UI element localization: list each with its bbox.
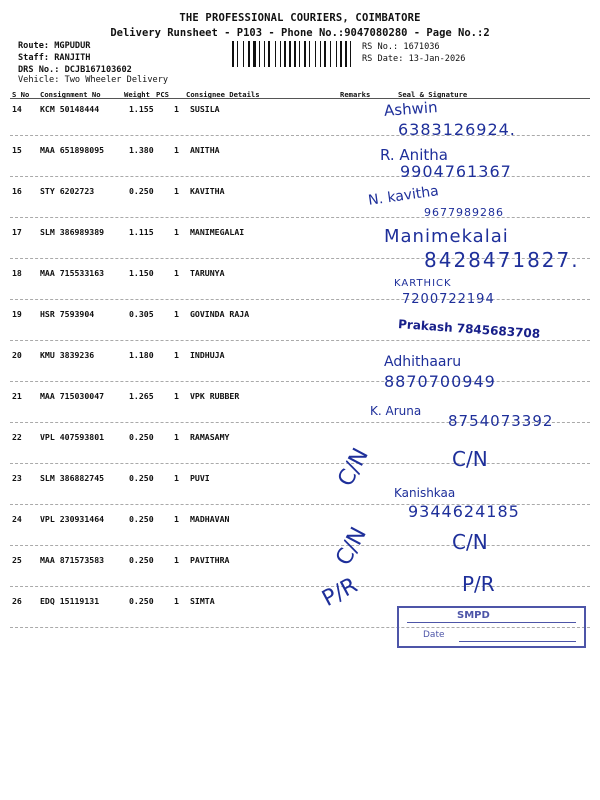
vehicle-label: Vehicle: Two Wheeler Delivery bbox=[18, 75, 169, 85]
barcode-bar bbox=[237, 41, 238, 67]
signature-name: Ashwin bbox=[383, 98, 439, 120]
table-row bbox=[0, 429, 600, 470]
barcode-bar bbox=[245, 41, 247, 67]
row-consignee: MADHAVAN bbox=[190, 514, 230, 524]
barcode-bar bbox=[324, 41, 326, 67]
barcode-bar bbox=[332, 41, 335, 67]
row-pcs: 1 bbox=[174, 432, 179, 442]
header-divider bbox=[10, 98, 590, 99]
col-weight: Weight bbox=[124, 90, 150, 99]
col-signature: Seal & Signature bbox=[398, 90, 468, 99]
row-weight: 0.250 bbox=[129, 555, 154, 565]
row-sno: 21 bbox=[12, 391, 22, 401]
staff-label: Staff: RANJITH bbox=[18, 53, 91, 63]
barcode-bar bbox=[292, 41, 293, 67]
row-pcs: 1 bbox=[174, 514, 179, 524]
barcode-bar bbox=[345, 41, 347, 67]
barcode-bar bbox=[307, 41, 308, 67]
barcode-bar bbox=[284, 41, 286, 67]
barcode-bar bbox=[301, 41, 303, 67]
row-weight: 0.250 bbox=[129, 186, 154, 196]
barcode bbox=[232, 41, 356, 67]
row-pcs: 1 bbox=[174, 391, 179, 401]
row-consignee: SIMTA bbox=[190, 596, 215, 606]
row-sno: 24 bbox=[12, 514, 22, 524]
remark-mark: C/N bbox=[333, 444, 374, 491]
rs-date: RS Date: 13-Jan-2026 bbox=[362, 54, 466, 64]
row-divider bbox=[10, 340, 590, 341]
table-row bbox=[0, 183, 600, 224]
barcode-bar bbox=[277, 41, 279, 67]
row-weight: 1.180 bbox=[129, 350, 154, 360]
barcode-bar bbox=[338, 41, 339, 67]
barcode-bar bbox=[294, 41, 296, 67]
row-consignee: PUVI bbox=[190, 473, 210, 483]
signature-phone: 8870700949 bbox=[384, 372, 496, 391]
signature-phone: 6383126924. bbox=[398, 120, 516, 139]
signature-name: KARTHICK bbox=[394, 278, 452, 289]
company-name: THE PROFESSIONAL COURIERS, COIMBATORE bbox=[179, 12, 421, 24]
row-consignment: VPL 230931464 bbox=[40, 514, 105, 524]
barcode-bar bbox=[352, 41, 355, 67]
row-consignee: GOVINDA RAJA bbox=[190, 309, 250, 319]
barcode-bar bbox=[271, 41, 274, 67]
row-consignee: RAMASAMY bbox=[190, 432, 230, 442]
signature-name: R. Anitha bbox=[380, 146, 448, 164]
barcode-bar bbox=[280, 41, 281, 67]
row-consignee: SUSILA bbox=[190, 104, 220, 114]
signature-mark: Prakash 7845683708 bbox=[397, 317, 541, 341]
barcode-bar bbox=[299, 41, 300, 67]
row-consignee: ANITHA bbox=[190, 145, 220, 155]
row-consignee: PAVITHRA bbox=[190, 555, 230, 565]
col-sno: S No bbox=[12, 90, 30, 99]
barcode-bar bbox=[322, 41, 323, 67]
barcode-bar bbox=[315, 41, 316, 67]
barcode-bar bbox=[340, 41, 342, 67]
row-sno: 18 bbox=[12, 268, 22, 278]
row-sno: 17 bbox=[12, 227, 22, 237]
row-sno: 20 bbox=[12, 350, 22, 360]
row-pcs: 1 bbox=[174, 227, 179, 237]
row-consignment: HSR 7593904 bbox=[40, 309, 95, 319]
row-consignee: TARUNYA bbox=[190, 268, 225, 278]
barcode-bar bbox=[343, 41, 344, 67]
row-divider bbox=[10, 586, 590, 587]
row-sno: 22 bbox=[12, 432, 22, 442]
row-weight: 1.155 bbox=[129, 104, 154, 114]
signature-phone: 9904761367 bbox=[400, 162, 512, 181]
barcode-bar bbox=[251, 41, 252, 67]
barcode-bar bbox=[235, 41, 236, 67]
col-remarks: Remarks bbox=[340, 90, 371, 99]
row-weight: 1.265 bbox=[129, 391, 154, 401]
signature-name: Manimekalai bbox=[384, 226, 509, 247]
signature-name: K. Aruna bbox=[370, 404, 422, 418]
signature-name: Adhithaaru bbox=[384, 354, 462, 370]
barcode-bar bbox=[275, 41, 276, 67]
barcode-bar bbox=[309, 41, 310, 67]
signature-phone: 9677989286 bbox=[424, 206, 504, 219]
row-consignee: INDHUJA bbox=[190, 350, 225, 360]
barcode-bar bbox=[350, 41, 351, 67]
row-consignment: SLM 386882745 bbox=[40, 473, 105, 483]
row-consignment: MAA 871573583 bbox=[40, 555, 105, 565]
row-pcs: 1 bbox=[174, 104, 179, 114]
row-consignee: VPK RUBBER bbox=[190, 391, 240, 401]
row-divider bbox=[10, 299, 590, 300]
row-consignment: EDQ 15119131 bbox=[40, 596, 100, 606]
barcode-bar bbox=[261, 41, 263, 67]
barcode-bar bbox=[327, 41, 329, 67]
barcode-bar bbox=[311, 41, 314, 67]
row-divider bbox=[10, 463, 590, 464]
row-pcs: 1 bbox=[174, 186, 179, 196]
signature-phone: 8754073392 bbox=[448, 412, 554, 430]
stamp-label: SMPD bbox=[457, 610, 490, 621]
row-divider bbox=[10, 545, 590, 546]
barcode-bar bbox=[320, 41, 321, 67]
signature-mark: C/N bbox=[452, 530, 488, 554]
row-sno: 25 bbox=[12, 555, 22, 565]
row-consignment: STY 6202723 bbox=[40, 186, 95, 196]
row-consignment: MAA 651898095 bbox=[40, 145, 105, 155]
barcode-bar bbox=[330, 41, 331, 67]
row-consignment: MAA 715533163 bbox=[40, 268, 105, 278]
row-consignment: KCM 50148444 bbox=[40, 104, 100, 114]
col-consignee: Consignee Details bbox=[186, 90, 260, 99]
drs-number: DRS No.: DCJB167103602 bbox=[18, 65, 132, 75]
row-weight: 0.250 bbox=[129, 473, 154, 483]
row-sno: 15 bbox=[12, 145, 22, 155]
col-consignment: Consignment No bbox=[40, 90, 101, 99]
row-weight: 1.150 bbox=[129, 268, 154, 278]
row-sno: 19 bbox=[12, 309, 22, 319]
signature-name: N. kavitha bbox=[367, 183, 440, 209]
row-pcs: 1 bbox=[174, 473, 179, 483]
row-weight: 0.305 bbox=[129, 309, 154, 319]
runsheet-subtitle: Delivery Runsheet - P103 - Phone No.:9047080280 - Page No.:2 bbox=[110, 27, 490, 39]
signature-name: Kanishkaa bbox=[394, 486, 456, 500]
table-row bbox=[0, 552, 600, 593]
signature-phone: 8428471827. bbox=[424, 248, 580, 272]
row-sno: 16 bbox=[12, 186, 22, 196]
stamp-line bbox=[407, 622, 576, 623]
barcode-bar bbox=[317, 41, 319, 67]
barcode-bar bbox=[287, 41, 288, 67]
row-weight: 0.250 bbox=[129, 432, 154, 442]
signature-phone: 7200722194 bbox=[402, 292, 495, 307]
row-pcs: 1 bbox=[174, 350, 179, 360]
stamp-line bbox=[459, 641, 576, 642]
row-consignment: VPL 407593801 bbox=[40, 432, 105, 442]
row-consignment: MAA 715030047 bbox=[40, 391, 105, 401]
rs-number: RS No.: 1671036 bbox=[362, 42, 440, 52]
remark-mark: C/N bbox=[331, 523, 372, 570]
barcode-bar bbox=[239, 41, 242, 67]
barcode-bar bbox=[257, 41, 258, 67]
barcode-bar bbox=[297, 41, 298, 67]
signature-mark: P/R bbox=[462, 572, 495, 596]
post-office-stamp bbox=[397, 606, 586, 648]
barcode-bar bbox=[304, 41, 306, 67]
row-sno: 23 bbox=[12, 473, 22, 483]
row-weight: 1.380 bbox=[129, 145, 154, 155]
row-pcs: 1 bbox=[174, 596, 179, 606]
col-pcs: PCS bbox=[156, 90, 169, 99]
row-weight: 1.115 bbox=[129, 227, 154, 237]
barcode-bar bbox=[259, 41, 260, 67]
barcode-bar bbox=[348, 41, 349, 67]
row-divider bbox=[10, 381, 590, 382]
row-weight: 0.250 bbox=[129, 596, 154, 606]
barcode-bar bbox=[253, 41, 256, 67]
route-label: Route: MGPUDUR bbox=[18, 41, 91, 51]
barcode-bar bbox=[248, 41, 250, 67]
signature-mark: C/N bbox=[452, 447, 488, 471]
row-weight: 0.250 bbox=[129, 514, 154, 524]
row-consignment: KMU 3839236 bbox=[40, 350, 95, 360]
signature-phone: 9344624185 bbox=[408, 502, 520, 521]
row-consignee: KAVITHA bbox=[190, 186, 225, 196]
row-consignee: MANIMEGALAI bbox=[190, 227, 245, 237]
barcode-bar bbox=[232, 41, 234, 67]
barcode-bar bbox=[243, 41, 244, 67]
remark-mark: P/R bbox=[318, 573, 362, 612]
barcode-bar bbox=[282, 41, 283, 67]
barcode-bar bbox=[266, 41, 267, 67]
barcode-bar bbox=[268, 41, 270, 67]
row-sno: 26 bbox=[12, 596, 22, 606]
row-consignment: SLM 386989389 bbox=[40, 227, 105, 237]
stamp-date-label: Date bbox=[423, 630, 445, 640]
barcode-bar bbox=[264, 41, 265, 67]
barcode-bar bbox=[289, 41, 292, 67]
barcode-bar bbox=[336, 41, 337, 67]
table-row bbox=[0, 347, 600, 388]
row-pcs: 1 bbox=[174, 555, 179, 565]
row-pcs: 1 bbox=[174, 268, 179, 278]
row-pcs: 1 bbox=[174, 309, 179, 319]
row-pcs: 1 bbox=[174, 145, 179, 155]
row-sno: 14 bbox=[12, 104, 22, 114]
